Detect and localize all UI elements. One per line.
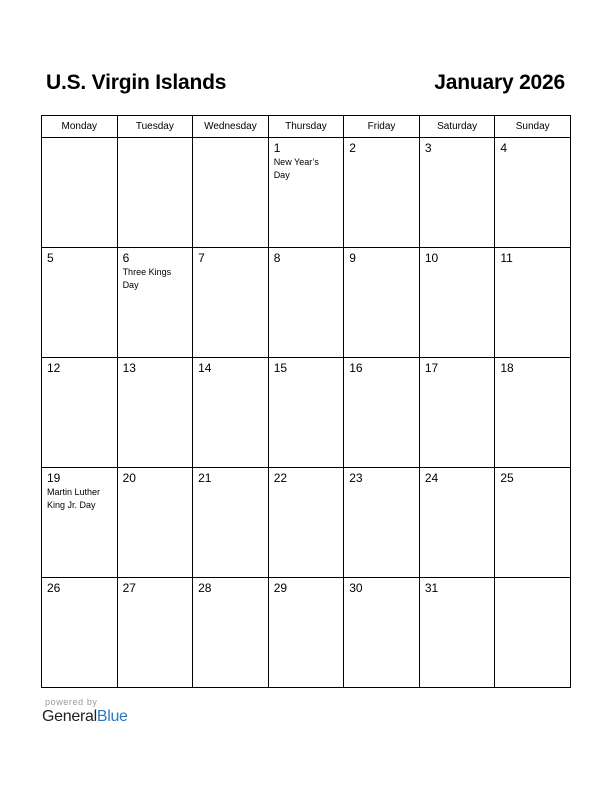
brand-name-part1: General <box>42 708 97 725</box>
weekday-header: Friday <box>344 116 420 138</box>
week-row <box>42 358 571 468</box>
day-cell <box>193 358 269 468</box>
day-number: 30 <box>349 581 363 595</box>
week-row <box>42 138 571 248</box>
day-cell <box>344 358 420 468</box>
brand-logo <box>42 708 128 726</box>
day-cell <box>193 138 269 248</box>
day-cell <box>42 358 118 468</box>
day-cell <box>42 578 118 688</box>
day-cell <box>419 138 495 248</box>
day-cell <box>344 138 420 248</box>
day-number: 25 <box>500 471 514 485</box>
holiday-label: Three Kings Day <box>122 267 172 290</box>
day-cell <box>42 468 118 578</box>
day-cell <box>495 248 571 358</box>
day-number: 20 <box>122 471 136 485</box>
day-number: 2 <box>349 141 356 155</box>
day-cell <box>419 578 495 688</box>
holiday-label: New Year’s Day <box>273 157 319 180</box>
day-number: 10 <box>424 251 439 265</box>
day-cell <box>419 358 495 468</box>
day-number: 27 <box>122 581 136 595</box>
holiday-label: Martin Luther King Jr. Day <box>47 487 101 510</box>
day-number: 26 <box>47 581 61 595</box>
weekday-header: Wednesday <box>193 116 269 138</box>
day-number: 31 <box>424 581 439 595</box>
day-number: 1 <box>273 141 281 155</box>
day-cell <box>344 578 420 688</box>
day-number: 7 <box>198 251 205 265</box>
region-title: U.S. Virgin Islands <box>46 71 227 94</box>
brand-name-part2: Blue <box>96 708 128 725</box>
day-cell <box>193 248 269 358</box>
day-number: 18 <box>500 361 514 375</box>
day-cell <box>268 138 344 248</box>
day-number: 22 <box>273 471 288 485</box>
weekday-header: Monday <box>42 116 118 138</box>
weekday-header: Tuesday <box>117 116 193 138</box>
day-cell <box>268 468 344 578</box>
day-cell <box>193 468 269 578</box>
day-number: 3 <box>424 141 432 155</box>
powered-by-label: powered by <box>45 697 98 707</box>
day-number: 13 <box>122 361 136 375</box>
day-number: 19 <box>47 471 61 485</box>
week-row <box>42 468 571 578</box>
day-cell <box>495 138 571 248</box>
day-cell <box>117 578 193 688</box>
day-number: 8 <box>273 251 281 265</box>
day-cell <box>117 138 193 248</box>
day-number: 24 <box>424 471 439 485</box>
day-cell <box>268 358 344 468</box>
day-number: 28 <box>198 581 212 595</box>
day-cell <box>495 578 571 688</box>
day-cell <box>42 138 118 248</box>
weekday-header: Sunday <box>495 116 571 138</box>
day-number: 14 <box>198 361 212 375</box>
day-cell <box>268 578 344 688</box>
day-cell <box>117 468 193 578</box>
day-number: 17 <box>424 361 439 375</box>
day-cell <box>495 358 571 468</box>
day-cell <box>117 248 193 358</box>
day-cell <box>117 358 193 468</box>
day-cell <box>193 578 269 688</box>
weekday-header: Saturday <box>419 116 495 138</box>
day-number: 9 <box>349 251 356 265</box>
day-number: 21 <box>198 471 212 485</box>
week-row <box>42 578 571 688</box>
day-number: 5 <box>47 251 54 265</box>
day-number: 23 <box>349 471 363 485</box>
day-number: 16 <box>349 361 363 375</box>
day-number: 4 <box>500 141 508 155</box>
day-cell <box>419 248 495 358</box>
day-number: 12 <box>47 361 61 375</box>
weekday-header-row <box>42 116 571 138</box>
week-row <box>42 248 571 358</box>
day-cell <box>419 468 495 578</box>
day-cell <box>344 468 420 578</box>
day-cell <box>495 468 571 578</box>
day-cell <box>42 248 118 358</box>
day-number: 6 <box>122 251 130 265</box>
day-cell <box>268 248 344 358</box>
day-cell <box>344 248 420 358</box>
month-year-title: January 2026 <box>434 71 565 94</box>
day-number: 11 <box>500 251 513 265</box>
weekday-header: Thursday <box>268 116 344 138</box>
day-number: 29 <box>273 581 288 595</box>
calendar-grid <box>41 115 571 688</box>
day-number: 15 <box>273 361 288 375</box>
